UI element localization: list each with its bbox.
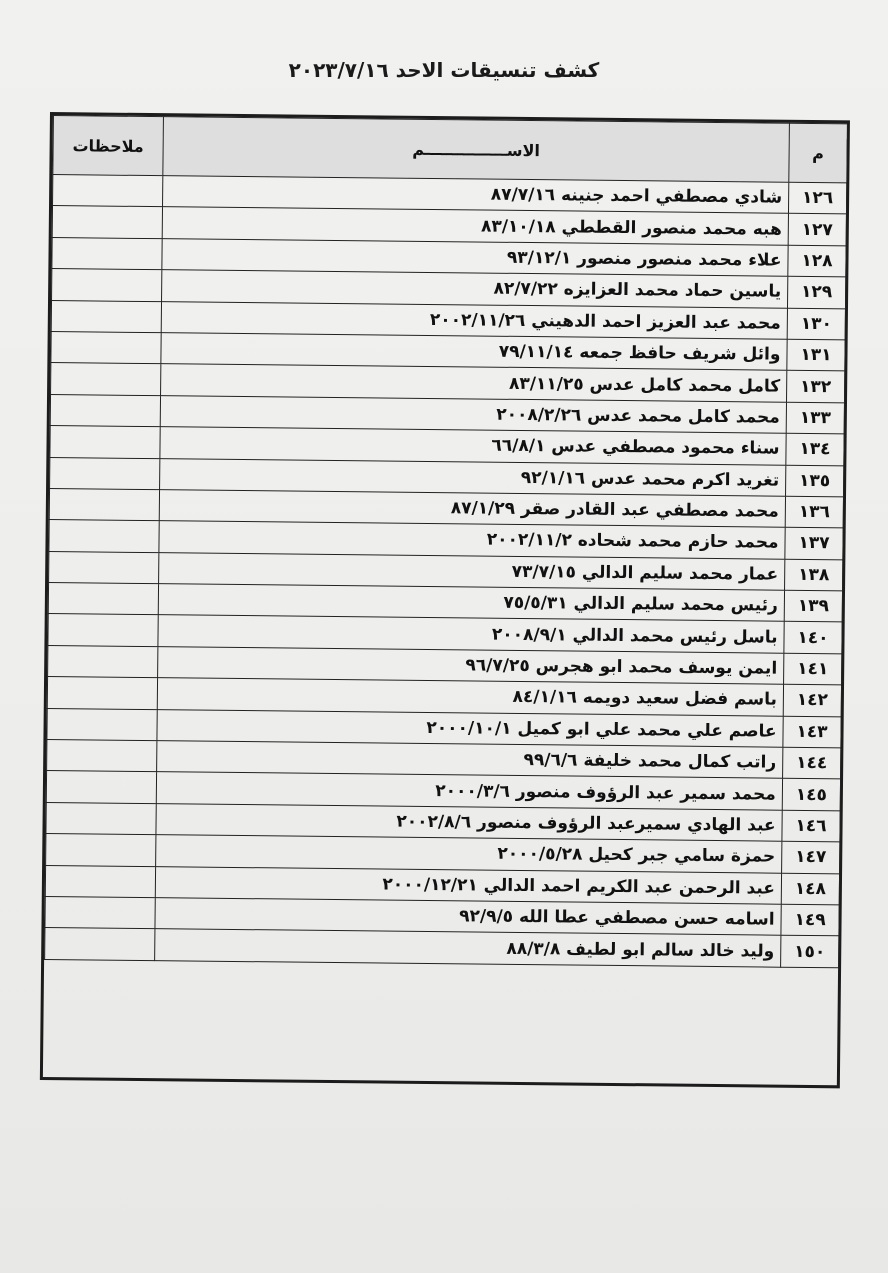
row-name: ايمن يوسف محمد ابو هجرس ٩٦/٧/٢٥ — [158, 647, 784, 685]
row-name: وليد خالد سالم ابو لطيف ٨٨/٣/٨ — [155, 929, 781, 967]
row-notes — [50, 426, 160, 459]
row-name: رئيس محمد سليم الدالي ٧٥/٥/٣١ — [158, 584, 784, 622]
row-notes — [50, 457, 160, 490]
row-number: ١٤١ — [784, 653, 842, 685]
row-number: ١٣٤ — [786, 433, 844, 465]
row-notes — [51, 363, 161, 396]
row-number: ١٣٣ — [786, 402, 844, 434]
row-name: علاء محمد منصور منصور ٩٣/١٢/١ — [162, 238, 788, 276]
row-name: محمد سمير عبد الرؤوف منصور ٢٠٠٠/٣/٦ — [156, 772, 782, 810]
row-name: عبد الهادي سميرعبد الرؤوف منصور ٢٠٠٢/٨/٦ — [156, 803, 782, 841]
row-name: اسامه حسن مصطفي عطا الله ٩٢/٩/٥ — [155, 898, 781, 936]
row-name: هبه محمد منصور القططي ٨٣/١٠/١٨ — [162, 207, 788, 245]
row-notes — [49, 551, 159, 584]
row-notes — [48, 645, 158, 678]
row-number: ١٥٠ — [781, 936, 839, 968]
row-name: محمد كامل محمد عدس ٢٠٠٨/٢/٢٦ — [160, 395, 786, 433]
row-number: ١٤٦ — [782, 810, 840, 842]
row-notes — [49, 488, 159, 521]
table-body — [45, 175, 847, 968]
row-notes — [47, 740, 157, 773]
row-notes — [51, 300, 161, 333]
row-notes — [46, 834, 156, 867]
row-number: ١٢٧ — [788, 214, 846, 246]
row-name: باسل رئيس محمد الدالي ٢٠٠٨/٩/١ — [158, 615, 784, 653]
row-notes — [46, 771, 156, 804]
row-name: عاصم علي محمد علي ابو كميل ٢٠٠٠/١٠/١ — [157, 709, 783, 747]
row-notes — [52, 206, 162, 239]
row-number: ١٤٤ — [783, 747, 841, 779]
row-notes — [47, 677, 157, 710]
document-title: كشف تنسيقات الاحد ٢٠٢٣/٧/١٦ — [288, 58, 600, 82]
row-number: ١٣٥ — [786, 465, 844, 497]
row-number: ١٣٧ — [785, 528, 843, 560]
row-name: عمار محمد سليم الدالي ٧٣/٧/١٥ — [159, 552, 785, 590]
row-notes — [53, 175, 163, 208]
row-name: ياسين حماد محمد العزايزه ٨٢/٧/٢٢ — [162, 270, 788, 308]
row-name: كامل محمد كامل عدس ٨٣/١١/٢٥ — [161, 364, 787, 402]
row-number: ١٢٩ — [787, 276, 845, 308]
row-number: ١٢٦ — [788, 182, 846, 214]
row-name: حمزة سامي جبر كحيل ٢٠٠٠/٥/٢٨ — [156, 835, 782, 873]
row-number: ١٤٨ — [781, 873, 839, 905]
row-number: ١٤٧ — [782, 841, 840, 873]
row-number: ١٤٥ — [782, 779, 840, 811]
row-name: تغريد اكرم محمد عدس ٩٢/١/١٦ — [160, 458, 786, 496]
row-number: ١٣٦ — [785, 496, 843, 528]
row-number: ١٤٢ — [783, 684, 841, 716]
row-number: ١٤٩ — [781, 904, 839, 936]
row-name: باسم فضل سعيد دويمه ٨٤/١/١٦ — [157, 678, 783, 716]
row-number: ١٣٢ — [787, 371, 845, 403]
row-notes — [51, 331, 161, 364]
row-notes — [45, 928, 155, 961]
row-number: ١٣٨ — [785, 559, 843, 591]
row-notes — [47, 708, 157, 741]
row-name: وائل شريف حافظ جمعه ٧٩/١١/١٤ — [161, 333, 787, 371]
row-number: ١٤٣ — [783, 716, 841, 748]
row-number: ١٣١ — [787, 339, 845, 371]
row-name: شادي مصطفي احمد جنينه ٨٧/٧/١٦ — [163, 176, 789, 214]
row-notes — [45, 896, 155, 929]
table-header-row — [53, 116, 848, 183]
row-name: راتب كمال محمد خليفة ٩٩/٦/٦ — [157, 741, 783, 779]
roster-table — [44, 115, 848, 968]
row-name: عبد الرحمن عبد الكريم احمد الدالي ٢٠٠٠/١٢/٢١ — [155, 866, 781, 904]
row-notes — [52, 237, 162, 270]
row-number: ١٤٠ — [784, 622, 842, 654]
row-notes — [48, 583, 158, 616]
row-number: ١٣٠ — [787, 308, 845, 340]
row-notes — [45, 865, 155, 898]
row-name: محمد عبد العزيز احمد الدهيني ٢٠٠٢/١١/٢٦ — [161, 301, 787, 339]
row-number: ١٢٨ — [788, 245, 846, 277]
roster-table-frame — [40, 112, 850, 1088]
header-number: م — [789, 123, 848, 183]
row-notes — [46, 802, 156, 835]
row-name: محمد حازم محمد شحاده ٢٠٠٢/١١/٢ — [159, 521, 785, 559]
row-number: ١٣٩ — [784, 590, 842, 622]
row-notes — [52, 269, 162, 302]
row-name: محمد مصطفي عبد القادر صقر ٨٧/١/٢٩ — [159, 490, 785, 528]
row-name: سناء محمود مصطفي عدس ٦٦/٨/١ — [160, 427, 786, 465]
row-notes — [50, 394, 160, 427]
header-notes: ملاحظات — [53, 116, 164, 176]
header-name: الاســـــــــــــــم — [163, 117, 790, 183]
row-notes — [49, 520, 159, 553]
row-notes — [48, 614, 158, 647]
